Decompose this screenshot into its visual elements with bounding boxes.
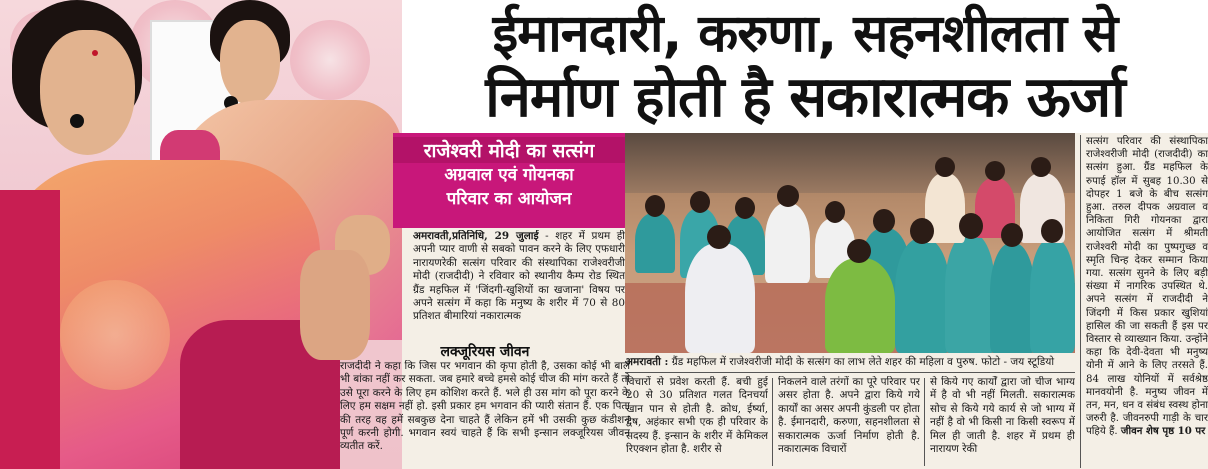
column-divider-3 [1080,135,1081,468]
kicker-title: राजेश्वरी मोदी का सत्संग [393,137,625,163]
photo-caption [625,353,1075,371]
body-column-1: विचारों से प्रवेश करती हैं. बची हुई 20 से 30 प्रतिशत गलत दिनचर्या खान पान से होती है. क्रोध, ईर्ष्या, द्वेष, अहंकार सभी एक ही परिवार के सदस्य हैं. इन्सान के शरीर में केमिकल रिएक्शन होता है. शरीर से [626,376,768,456]
headline [402,0,1208,133]
body-column-3: से किये गए कार्यों द्वारा जो चीज भाग्य में है वो भी नहीं मिलती. सकारात्मक सोच से किये गये कार्य से जो भाग्य में नहीं है वो भी किसी ना किसी स्वरूप में मिल ही जाती है. शहर में प्रथम ही नारायण रेकी [930,376,1075,456]
headline-line-1: ईमानदारी, करुणा, सहनशीलता से [492,4,1118,64]
continued-note: जीवन शेष पृष्ठ 10 पर [1120,425,1206,438]
column-divider-2 [924,378,925,466]
headline-line-2: निर्माण होती है सकारात्मक ऊर्जा [485,65,1125,130]
kicker-box [393,133,625,228]
intro-text: - शहर में प्रथम ही अपनी प्यार वाणी से सबको पावन करने के लिए एफधारी नारायणरेकी सत्संग परिवार की संस्थापिका राजेश्वरीजी मोदी (राजदीदी) ने रविवार को स्थानीय कैम्प रोड स्थित ग्रैंड महफिल में 'जिंदगी-खुशियों का खजाना' विषय पर अपने सत्संग में कहा कि मनुष्य के शरीर में 70 से 80 प्रतिशत बीमारियां नकारात्मक [413,230,625,323]
luxury-paragraph: राजदीदी ने कहा कि जिस पर भगवान की कृपा होती है, उसका कोई भी बाल भी बांका नहीं कर सकता. जब हमारे बच्चे हमसे कोई चीज की मांग करते हैं तो उसे पूरा करने के लिए हम कोशिश करते हैं. भले ही उस मांग को पूरा करने के लिए हम सक्षम नहीं हो. इसी प्रकार हम भगवान की प्यारी संतान हैं. एक पिता की तरह वह हमें सबकुछ देना चाहते हैं लेकिन हमें भी उसकी कुछ कंडीशन पूर्ण करनी होगी. भगवान स्वयं चाहते हैं कि सभी इन्सान लक्जूरियस जीवन व्यतीत करें. [340,360,630,453]
caption-place: अमरावती : [625,356,669,368]
intro-paragraph [413,230,625,340]
audience-photo [625,133,1075,353]
kicker-line-2: अग्रवाल एवं गोयनका [444,165,574,185]
kicker-line-3: परिवार का आयोजन [446,189,572,209]
column-divider-1 [772,378,773,466]
body-column-2: निकलने वाले तरंगों का पूरे परिवार पर असर होता है. अपने द्वारा किये गये कार्यों का असर अपनी कुंडली पर होता है. ईमानदारी, करुणा, सहनशीलता से सकारात्मक ऊर्जा निर्माण होती है. नकारात्मक विचारों [778,376,920,456]
right-column [1086,135,1208,468]
caption-rule [625,372,1075,373]
subheading-luxury: लक्जूरियस जीवन [440,344,530,360]
dateline: अमरावती,प्रतिनिधि, 29 जुलाई [413,230,539,242]
right-column-text: सत्संग परिवार की संस्थापिका राजेश्वरीजी मोदी (राजदीदी) का सत्संग हुआ. ग्रैंड महफिल के रुपाई हॉल में सुबह 10.30 से दोपहर 1 बजे के बीच सत्संग हुआ. तरुल दीपक अग्रवाल व निकिता गिरी गोयनका द्वारा आयोजित सत्संग में श्रीमती राजेश्वरी मोदी का पुष्पगुच्छ व स्मृति चिन्ह देकर सम्मान किया गया. सत्संग सुनने के लिए बड़ी संख्या में नागरिक उपस्थित थे. अपने सत्संग में राजदीदी ने जिंदगी में किस प्रकार खुशियां हासिल की जा सकती हैं इस पर विस्तार से व्याख्यान किया. उन्होंने कहा कि देवी-देवता भी मनुष्य योनी में आने के लिए तरसते हैं. 84 लाख योनियों में सर्वश्रेष्ठ मानवयोनी है. मनुष्य जीवन में तन, मन, धन व संबंध स्वस्थ होना जरुरी है. जीवनरुपी गाड़ी के चार पहिये हैं. [1086,136,1208,438]
caption-text: ग्रैंड महफिल में राजेश्वरीजी मोदी के सत्संग का लाभ लेते शहर की महिला व पुरुष. फोटो - जय स्टूडियो [668,356,1055,368]
